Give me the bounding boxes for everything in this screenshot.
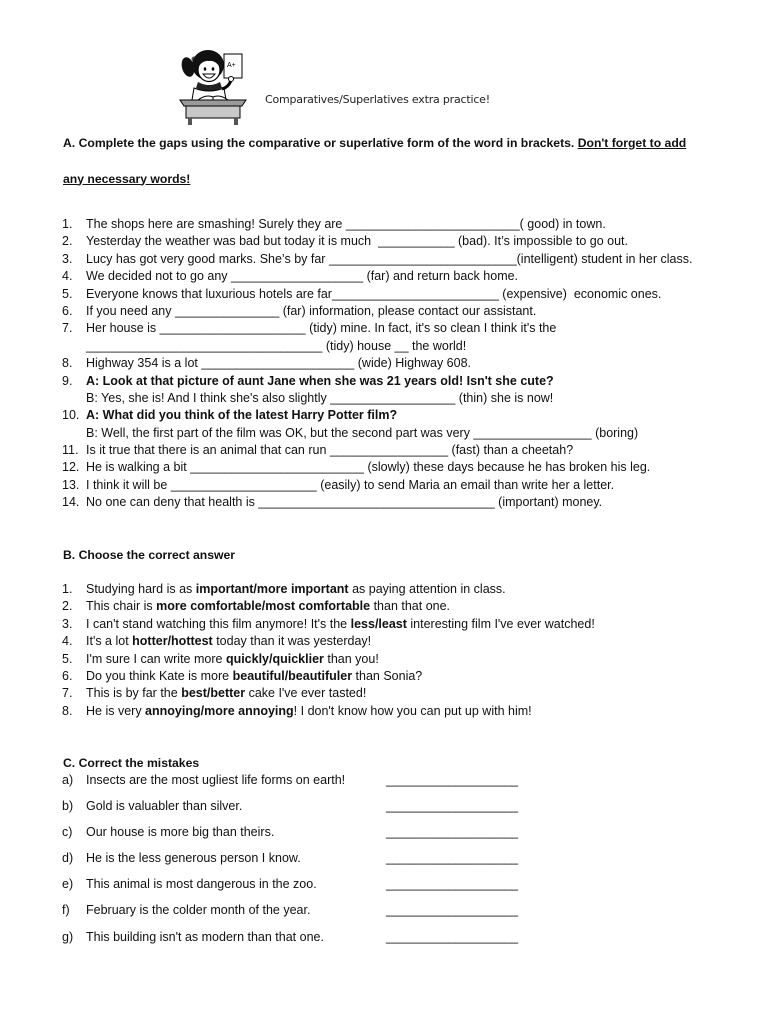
item-text (86, 616, 595, 633)
item-text (86, 598, 450, 615)
item-text-after: today than it was yesterday! (212, 634, 372, 649)
item-number: 2. (62, 234, 73, 249)
list-item (62, 251, 752, 268)
item-text-before: He is very (86, 703, 146, 718)
item-text: B: Yes, she is! And I think she's also slightly __________________ (thin) she is now! (86, 390, 554, 405)
answer-blank: ___________________ (386, 799, 519, 814)
list-item-continuation (62, 338, 752, 355)
item-label: c) (62, 825, 73, 840)
item-number: 6. (62, 303, 73, 318)
list-item (62, 685, 752, 702)
item-text: __________________________________ (tidy) house __ the world! (86, 338, 467, 353)
answer-options: annoying/more annoying (145, 703, 294, 718)
list-item (62, 598, 752, 615)
list-item (62, 850, 752, 876)
item-text: Lucy has got very good marks. She’s by far ___________________________(intelligent) student in her class. (86, 251, 693, 266)
list-item (62, 303, 752, 320)
item-number: 12. (62, 460, 80, 475)
item-number: 11. (62, 443, 79, 458)
item-text-after: than that one. (370, 599, 451, 614)
item-sentence: Gold is valuabler than silver. (86, 799, 243, 814)
item-text: Her house is _____________________ (tidy) mine. In fact, it's so clean I think it's the (86, 321, 557, 336)
item-sentence: He is the less generous person I know. (86, 851, 301, 866)
item-text: No one can deny that health is __________________________________ (important) money. (86, 495, 603, 510)
item-text: We decided not to go any ___________________ (far) and return back home. (86, 269, 519, 284)
section-a-instruction-underlined: Don't forget to add (577, 135, 687, 150)
list-item-continuation (62, 390, 752, 407)
item-number: 1. (62, 582, 73, 596)
answer-blank: ___________________ (386, 825, 519, 840)
item-text: The shops here are smashing! Surely they are _________________________( good) in town. (86, 217, 606, 231)
item-number: 14. (62, 495, 80, 510)
desk-top-shape (180, 100, 246, 106)
item-sentence: Insects are the most ugliest life forms on earth! (86, 773, 346, 787)
item-number: 4. (62, 634, 73, 649)
section-b-list (62, 581, 752, 720)
answer-options: best/better (181, 686, 246, 701)
item-text: A: What did you think of the latest Harry Potter film? (86, 408, 398, 423)
item-text: Everyone knows that luxurious hotels are far________________________ (expensive) economic ones. (86, 286, 662, 301)
list-item (62, 902, 752, 928)
item-text-after: cake I've ever tasted! (245, 686, 367, 701)
list-item (62, 407, 752, 424)
item-text-after: as paying attention in class. (348, 582, 506, 596)
answer-options: important/more important (195, 582, 349, 596)
item-text (86, 581, 506, 598)
list-item (62, 320, 752, 337)
item-label: d) (62, 851, 74, 866)
desk-front-shape (186, 106, 240, 118)
item-number: 5. (62, 286, 73, 301)
list-item (62, 286, 752, 303)
answer-options: less/least (350, 616, 407, 631)
list-item (62, 477, 752, 494)
answer-blank: ___________________ (386, 929, 519, 944)
item-number: 3. (62, 251, 73, 266)
list-item (62, 459, 752, 476)
item-number: 8. (62, 356, 73, 371)
student-illustration (176, 42, 250, 126)
answer-options: quickly/quicklier (225, 651, 324, 666)
item-number: 4. (62, 269, 73, 284)
item-text: Highway 354 is a lot ______________________ (wide) Highway 608. (86, 356, 471, 371)
answer-options: more comfortable/most comfortable (156, 599, 371, 614)
desk-leg-left-shape (188, 118, 192, 125)
list-item (62, 216, 752, 233)
list-item (62, 442, 752, 459)
list-item (62, 772, 752, 798)
list-item-continuation (62, 425, 752, 442)
item-text-after: interesting film I've ever watched! (406, 616, 595, 631)
section-a-instruction-main: A. Complete the gaps using the comparative or superlative form of the word in brackets. (63, 135, 578, 150)
item-text-before: This is by far the (86, 686, 182, 701)
list-item (62, 876, 752, 902)
list-item (62, 268, 752, 285)
item-text: I think it will be _____________________ (easily) to send Maria an email than write her a letter. (86, 477, 615, 492)
desk-leg-right-shape (234, 118, 238, 125)
item-number: 5. (62, 651, 73, 666)
item-number: 7. (62, 686, 73, 701)
list-item (62, 494, 752, 511)
list-item (62, 233, 752, 250)
item-number: 3. (62, 616, 73, 631)
section-a-instruction-continued: any necessary words! (63, 171, 191, 186)
list-item (62, 798, 752, 824)
item-text: He is walking a bit _________________________ (slowly) these days because he has broken his leg. (86, 460, 651, 475)
item-text: B: Well, the first part of the film was OK, but the second part was very _________________ (boring) (86, 425, 639, 440)
section-c-heading: C. Correct the mistakes (63, 756, 200, 770)
item-number: 1. (62, 217, 73, 231)
item-text-before: I'm sure I can write more (86, 651, 226, 666)
answer-blank: ___________________ (386, 877, 519, 892)
item-number: 7. (62, 321, 73, 336)
worksheet-title: Comparatives/Superlatives extra practice! (265, 93, 490, 106)
paper-grade-text: A+ (227, 62, 236, 69)
item-text-before: Studying hard is as (86, 582, 196, 596)
item-text-before: Do you think Kate is more (86, 668, 233, 683)
item-text: Yesterday the weather was bad but today it is much ___________ (bad). It’s impossible to go out. (86, 234, 629, 249)
item-label: e) (62, 877, 74, 892)
left-eye-shape (204, 67, 207, 70)
list-item (62, 703, 752, 720)
section-c-list (62, 772, 752, 955)
item-text (86, 668, 422, 685)
item-label: b) (62, 799, 74, 814)
item-text: Is it true that there is an animal that can run _________________ (fast) than a cheetah? (86, 443, 574, 458)
list-item (62, 633, 752, 650)
item-number: 9. (62, 373, 73, 388)
item-text-after: ! I don't know how you can put up with him! (293, 703, 532, 718)
item-text: If you need any _______________ (far) information, please contact our assistant. (86, 303, 537, 318)
item-text (86, 633, 371, 650)
item-text-before: I can't stand watching this film anymore! It's the (86, 616, 351, 631)
section-a-instruction (63, 135, 686, 152)
item-text (86, 651, 379, 668)
item-text (86, 685, 366, 702)
item-text-before: It's a lot (86, 634, 133, 649)
answer-blank: ___________________ (386, 851, 519, 866)
item-text (86, 703, 532, 720)
list-item (62, 668, 752, 685)
item-text-after: than Sonia? (352, 668, 423, 683)
answer-blank: ___________________ (386, 773, 519, 787)
answer-options: beautiful/beautifuler (232, 668, 353, 683)
item-text: A: Look at that picture of aunt Jane when she was 21 years old! Isn't she cute? (86, 373, 554, 388)
section-a-list (62, 216, 752, 512)
list-item (62, 355, 752, 372)
answer-options: hotter/hottest (132, 634, 213, 649)
item-text-before: This chair is (86, 599, 157, 614)
list-item (62, 651, 752, 668)
right-eye-shape (212, 67, 215, 70)
list-item (62, 824, 752, 850)
item-sentence: Our house is more big than theirs. (86, 825, 275, 840)
item-sentence: February is the colder month of the year. (86, 903, 311, 918)
item-label: f) (62, 903, 70, 918)
item-number: 8. (62, 703, 73, 718)
item-text-after: than you! (323, 651, 379, 666)
list-item (62, 581, 752, 598)
item-number: 10. (62, 408, 80, 423)
section-b-heading: B. Choose the correct answer (63, 548, 236, 562)
list-item (62, 616, 752, 633)
hand-shape (229, 77, 234, 82)
item-label: g) (62, 929, 74, 944)
answer-blank: ___________________ (386, 903, 519, 918)
item-number: 6. (62, 668, 73, 683)
list-item (62, 929, 752, 955)
item-sentence: This animal is most dangerous in the zoo. (86, 877, 317, 892)
list-item (62, 373, 752, 390)
item-label: a) (62, 773, 74, 787)
item-sentence: This building isn't as modern than that one. (86, 929, 324, 944)
item-number: 2. (62, 599, 73, 614)
item-number: 13. (62, 477, 80, 492)
